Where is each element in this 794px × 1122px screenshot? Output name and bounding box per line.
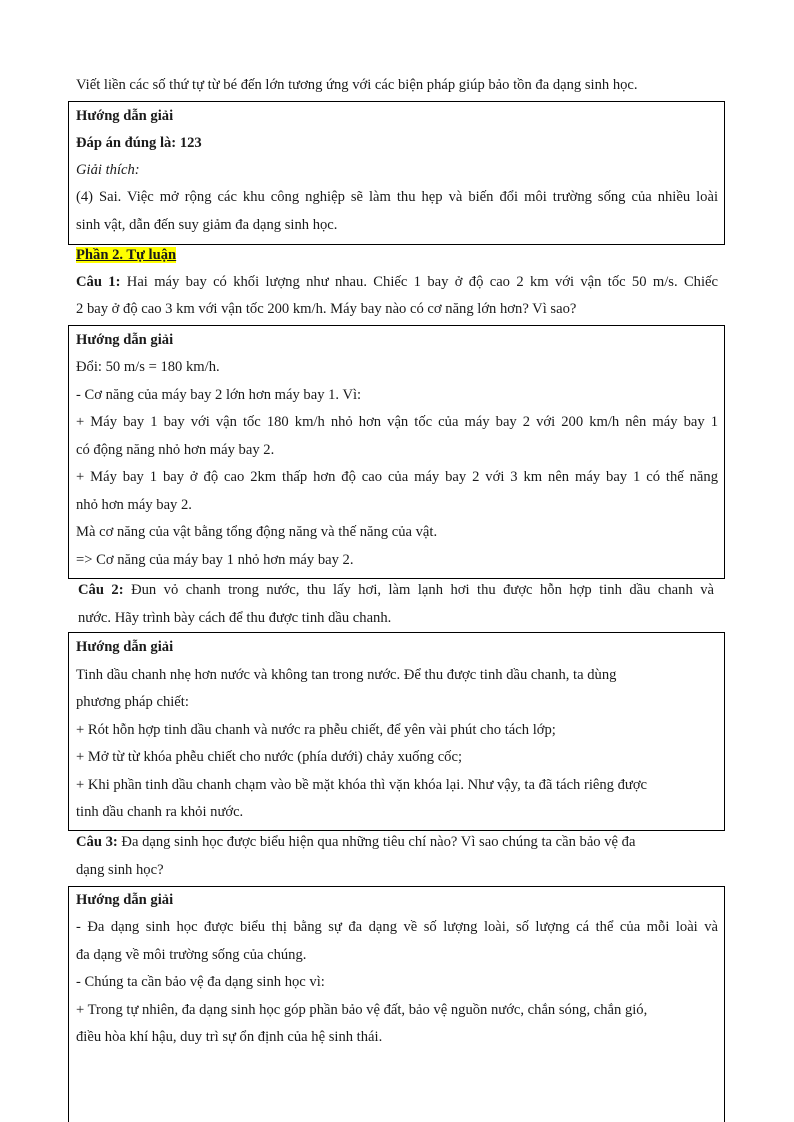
question-2-line: nước. Hãy trình bày cách để thu được tinh dầu chanh. [78, 610, 392, 626]
solution-line: có động năng nhỏ hơn máy bay 2. [76, 442, 275, 458]
solution-heading-2: Hướng dẫn giải [76, 332, 174, 348]
solution-line: - Đa dạng sinh học được biểu thị bằng sự đa dạng về số lượng loài, số lượng cá thể của mỗi loài và [76, 919, 718, 935]
solution-line: + Mở từ từ khóa phễu chiết cho nước (phía dưới) chảy xuống cốc; [76, 749, 463, 765]
solution-line: tinh dầu chanh ra khỏi nước. [76, 804, 244, 820]
intro-instruction: Viết liền các số thứ tự từ bé đến lớn tương ứng với các biện pháp giúp bảo tồn đa dạng sinh học. [76, 77, 638, 93]
question-2-label: Câu 2: [78, 582, 124, 598]
part2-title: Phần 2. Tự luận [76, 247, 177, 263]
question-1-label: Câu 1: [76, 274, 121, 290]
solution-heading-3: Hướng dẫn giải [76, 639, 174, 655]
question-1-line: 2 bay ở độ cao 3 km với vận tốc 200 km/h. Máy bay nào có cơ năng lớn hơn? Vì sao? [76, 301, 577, 317]
solution-line: + Khi phần tinh dầu chanh chạm vào bề mặt khóa thì vặn khóa lại. Như vậy, ta đã tách riêng được [76, 777, 648, 793]
solution-line: + Máy bay 1 bay với vận tốc 180 km/h nhỏ hơn vận tốc của máy bay 2 với 200 km/h nên máy bay 1 [76, 414, 718, 430]
solution-line: phương pháp chiết: [76, 694, 189, 710]
solution-heading-1: Hướng dẫn giải [76, 108, 174, 124]
question-3-label: Câu 3: [76, 834, 118, 850]
solution-line: - Cơ năng của máy bay 2 lớn hơn máy bay 1. Vì: [76, 387, 362, 403]
solution-line: + Rót hỗn hợp tinh dầu chanh và nước ra phễu chiết, để yên vài phút cho tách lớp; [76, 722, 556, 738]
explanation-line: sinh vật, dẫn đến suy giảm đa dạng sinh học. [76, 217, 338, 233]
solution-heading-4: Hướng dẫn giải [76, 892, 174, 908]
question-1-line [76, 272, 718, 292]
solution-line: Tinh dầu chanh nhẹ hơn nước và không tan trong nước. Để thu được tinh dầu chanh, ta dùng [76, 667, 617, 683]
solution-line: điều hòa khí hậu, duy trì sự ổn định của hệ sinh thái. [76, 1029, 383, 1045]
solution-line: đa dạng về môi trường sống của chúng. [76, 947, 307, 963]
question-2-line [78, 580, 714, 600]
correct-answer: Đáp án đúng là: 123 [76, 135, 202, 151]
solution-line: Đổi: 50 m/s = 180 km/h. [76, 359, 220, 375]
solution-line: => Cơ năng của máy bay 1 nhỏ hơn máy bay 2. [76, 552, 354, 568]
question-3-text: Đa dạng sinh học được biểu hiện qua những tiêu chí nào? Vì sao chúng ta cần bảo vệ đa [117, 834, 636, 850]
solution-line: Mà cơ năng của vật bằng tổng động năng và thế năng của vật. [76, 524, 438, 540]
question-2-text: Đun vỏ chanh trong nước, thu lấy hơi, làm lạnh hơi thu được hỗn hợp tinh dầu chanh và [123, 582, 714, 598]
solution-line: + Máy bay 1 bay ở độ cao 2km thấp hơn độ cao của máy bay 2 với 3 km nên máy bay 1 có thế năng [76, 469, 718, 485]
question-1-text: Hai máy bay có khối lượng như nhau. Chiếc 1 bay ở độ cao 2 km với vận tốc 50 m/s. Chiếc [120, 274, 718, 290]
question-3-line [76, 832, 635, 852]
question-3-line: dạng sinh học? [76, 862, 164, 878]
section-title [76, 245, 176, 265]
solution-line: + Trong tự nhiên, đa dạng sinh học góp phần bảo vệ đất, bảo vệ nguồn nước, chắn sóng, chắn gió, [76, 1002, 648, 1018]
solution-line: - Chúng ta cần bảo vệ đa dạng sinh học vì: [76, 974, 325, 990]
explanation-line: (4) Sai. Việc mở rộng các khu công nghiệp sẽ làm thu hẹp và biến đổi môi trường sống của nhiều loài [76, 189, 718, 205]
solution-line: nhỏ hơn máy bay 2. [76, 497, 192, 513]
explanation-label: Giải thích: [76, 162, 140, 178]
